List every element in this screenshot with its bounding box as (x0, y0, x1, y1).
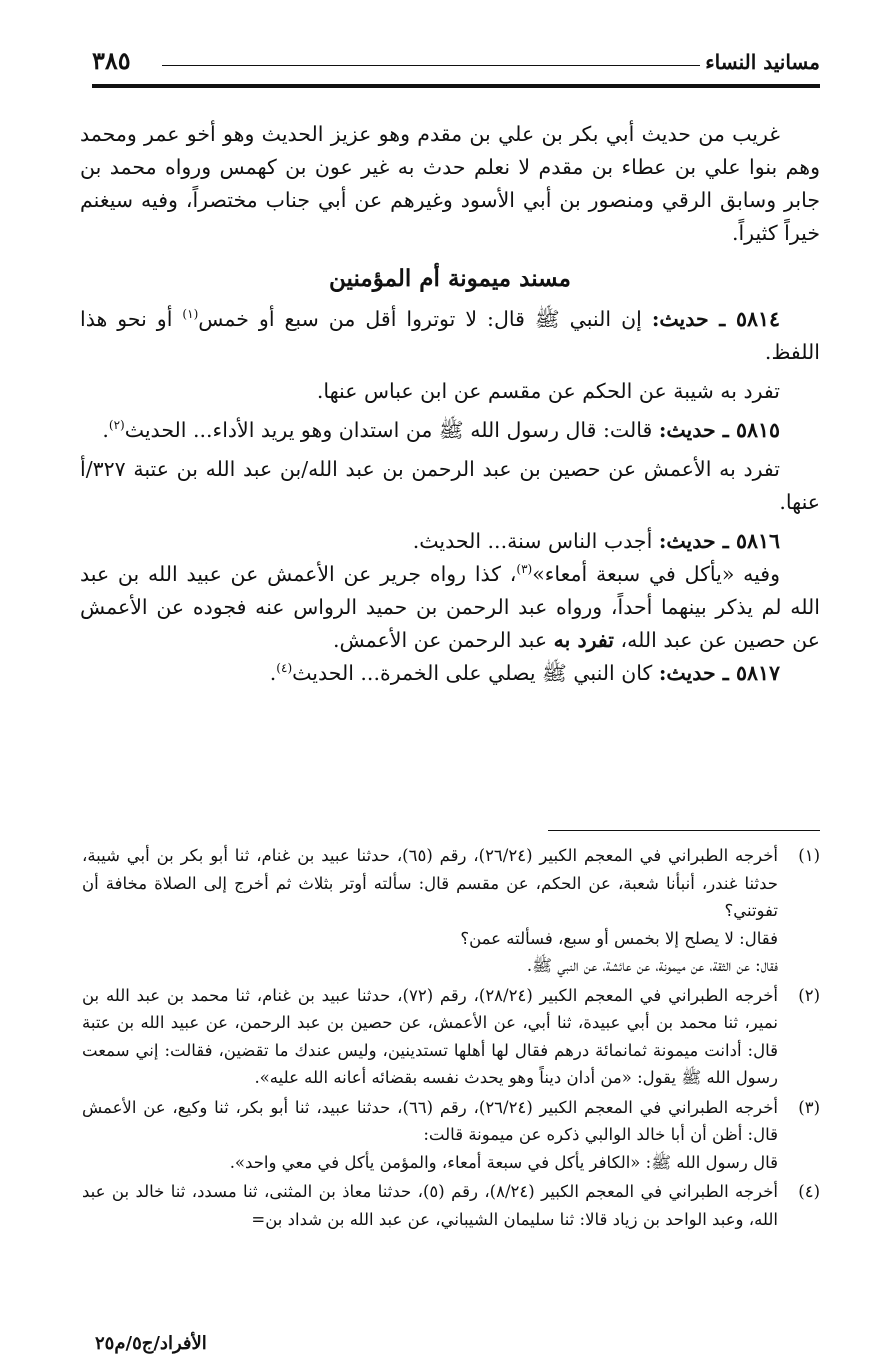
hadith-text: قالت: قال رسول الله ﷺ من استدان وهو يريد الأداء... الحديث (124, 418, 659, 442)
footnote-ref[interactable]: (١) (182, 307, 199, 322)
hadith-number: ٥٨١٧ ـ حديث: (658, 661, 780, 685)
footnote-1 (82, 842, 820, 980)
footnote-separator (548, 830, 820, 831)
comment-5815 (80, 453, 820, 519)
footnote-number: (٤) (798, 1182, 820, 1201)
page-number: ٣٨٥ (92, 46, 131, 75)
comment-5816: وفيه «يأكل في سبعة أمعاء»$^{(٣)}$، كذا رواه جرير عن الأعمش عن عبيد الله بن عبد الله لم يذكر بينهما أحداً، ورواه عبد الرحمن بن حميد الرواس عنه فجوده عن الأعمش عن حصين عن عبد الله، تفرد به عبد الرحمن عن الأعمش. (80, 562, 820, 652)
comment-text: تفرد به الأعمش عن حصين بن عبد الرحمن بن عبد الله/بن عبد الله بن عتبة (125, 457, 780, 481)
intro-paragraph: غريب من حديث أبي بكر بن علي بن مقدم وهو عزيز الحديث وهو أخو عمر ومحمد وهم بنوا علي بن عطاء بن مقدم لا نعلم حدث به غير عون بن كهمس ورواه محمد بن جابر وسابق الرقي ومنصور بن أبي الأسود وغيرهم عن أبي جناب مختصراً، وفيه سيغنم خيراً كثيراً. (80, 122, 820, 245)
header-dash-line (162, 65, 700, 66)
footnote-line: قال رسول الله ﷺ: «الكافر يأكل في سبعة أمعاء، والمؤمن يأكل في معي واحد». (229, 1152, 778, 1172)
footnotes (82, 842, 820, 1235)
hadith-number: ٥٨١٦ ـ حديث: (658, 529, 780, 553)
footnote-line: فقال: عن الثقة، عن ميمونة، عن عائشة، عن النبي ﷺ. (526, 956, 778, 975)
footnote-line: أخرجه الطبراني في المعجم الكبير (٢٦/٢٤)، رقم (٦٦)، حدثنا عبيد، ثنا أبو بكر، ثنا وكيع، عن الأعمش قال: أظن أن أبا خالد الوالبي ذكره عن ميمونة قالت: (82, 1097, 778, 1144)
hadith-text: كان النبي ﷺ يصلي على الخمرة... الحديث (292, 661, 659, 685)
footnote-line: أخرجه الطبراني في المعجم الكبير (٢٦/٢٤)، رقم (٦٥)، حدثنا عبيد بن غنام، ثنا أبو بكر بن أبي شيبة، حدثنا غندر، أنبأنا شعبة، عن الحكم، عن مقسم قال: سألته أوتر بثلاث ثم أخرج إلى الصلاة مخافة أن تفوتني؟ (82, 846, 778, 920)
footnote-ref[interactable]: (٣) (516, 562, 533, 577)
hadith-text: أجدب الناس سنة... الحديث. (412, 529, 659, 553)
footnote-number: (٢) (798, 985, 820, 1005)
footnote-line: أخرجه الطبراني في المعجم الكبير (٢٨/٢٤)، رقم (٧٢)، حدثنا عبيد بن غنام، ثنا محمد بن عبد الله بن نمير، ثنا محمد بن أبي عبيدة، ثنا أبي، عن الأعمش، عن حصين بن عبد الرحمن، عن عبيد الله بن عتبة قال: أدانت ميمونة ثمانمائة درهم فقال لها أهلها تستدينين، وليس عندك ما تقضين، فقالت: إني سمعت رسول الله ﷺ يقول: «من أدان ديناً وهو يحدث نفسه بقضائه أعانه الله عليه». (82, 985, 778, 1087)
hadith-text: أو نحو هذا اللفظ. (80, 307, 820, 364)
comment-5814: تفرد به شيبة عن الحكم عن مقسم عن ابن عباس عنها. (316, 379, 780, 403)
hadith-5817: ٥٨١٧ ـ حديث: كان النبي ﷺ يصلي على الخمرة... الحديث$^{(٤)}$. (269, 661, 780, 685)
footnote-ref[interactable]: (٤) (276, 661, 293, 676)
footnote-3 (82, 1094, 820, 1177)
footnote-number: (١) (798, 846, 820, 865)
hadith-text: إن النبي ﷺ قال: لا توتروا أقل من سبع أو خمس (198, 307, 652, 331)
footnote-2 (82, 982, 820, 1092)
manuscript-folio-mark: ٣٢٧/أ (80, 457, 126, 481)
running-header (92, 46, 820, 80)
hadith-number: ٥٨١٤ ـ حديث: (651, 307, 780, 331)
section-heading: مسند ميمونة أم المؤمنين (329, 265, 571, 292)
main-text (80, 118, 820, 690)
hadith-5816 (80, 525, 820, 558)
hadith-5815: ٥٨١٥ ـ حديث: قالت: قال رسول الله ﷺ من استدان وهو يريد الأداء... الحديث$^{(٢)}$. (102, 418, 780, 442)
printer-signature: الأفراد/ج٥/م٢٥ (95, 1333, 207, 1354)
comment-text: عنها. (779, 490, 820, 514)
hadith-number: ٥٨١٥ ـ حديث: (658, 418, 780, 442)
footnote-line: فقال: لا يصلح إلا بخمس أو سبع، فسألته عمن؟ (460, 928, 778, 948)
footnote-number: (٣) (798, 1097, 820, 1117)
footnote-line: أخرجه الطبراني في المعجم الكبير (٨/٢٤)، رقم (٥)، حدثنا معاذ بن المثنى، ثنا مسدد، ثنا خالد بن عبد الله، وعبد الواحد بن زياد قالا: ثنا سليمان الشيباني، عن عبد الله بن شداد بن= (82, 1182, 778, 1229)
section-title: مسانيد النساء (705, 50, 820, 74)
header-rule (92, 84, 820, 88)
hadith-5814 (80, 303, 820, 369)
footnote-ref[interactable]: (٢) (108, 418, 125, 433)
footnote-4 (82, 1178, 820, 1233)
